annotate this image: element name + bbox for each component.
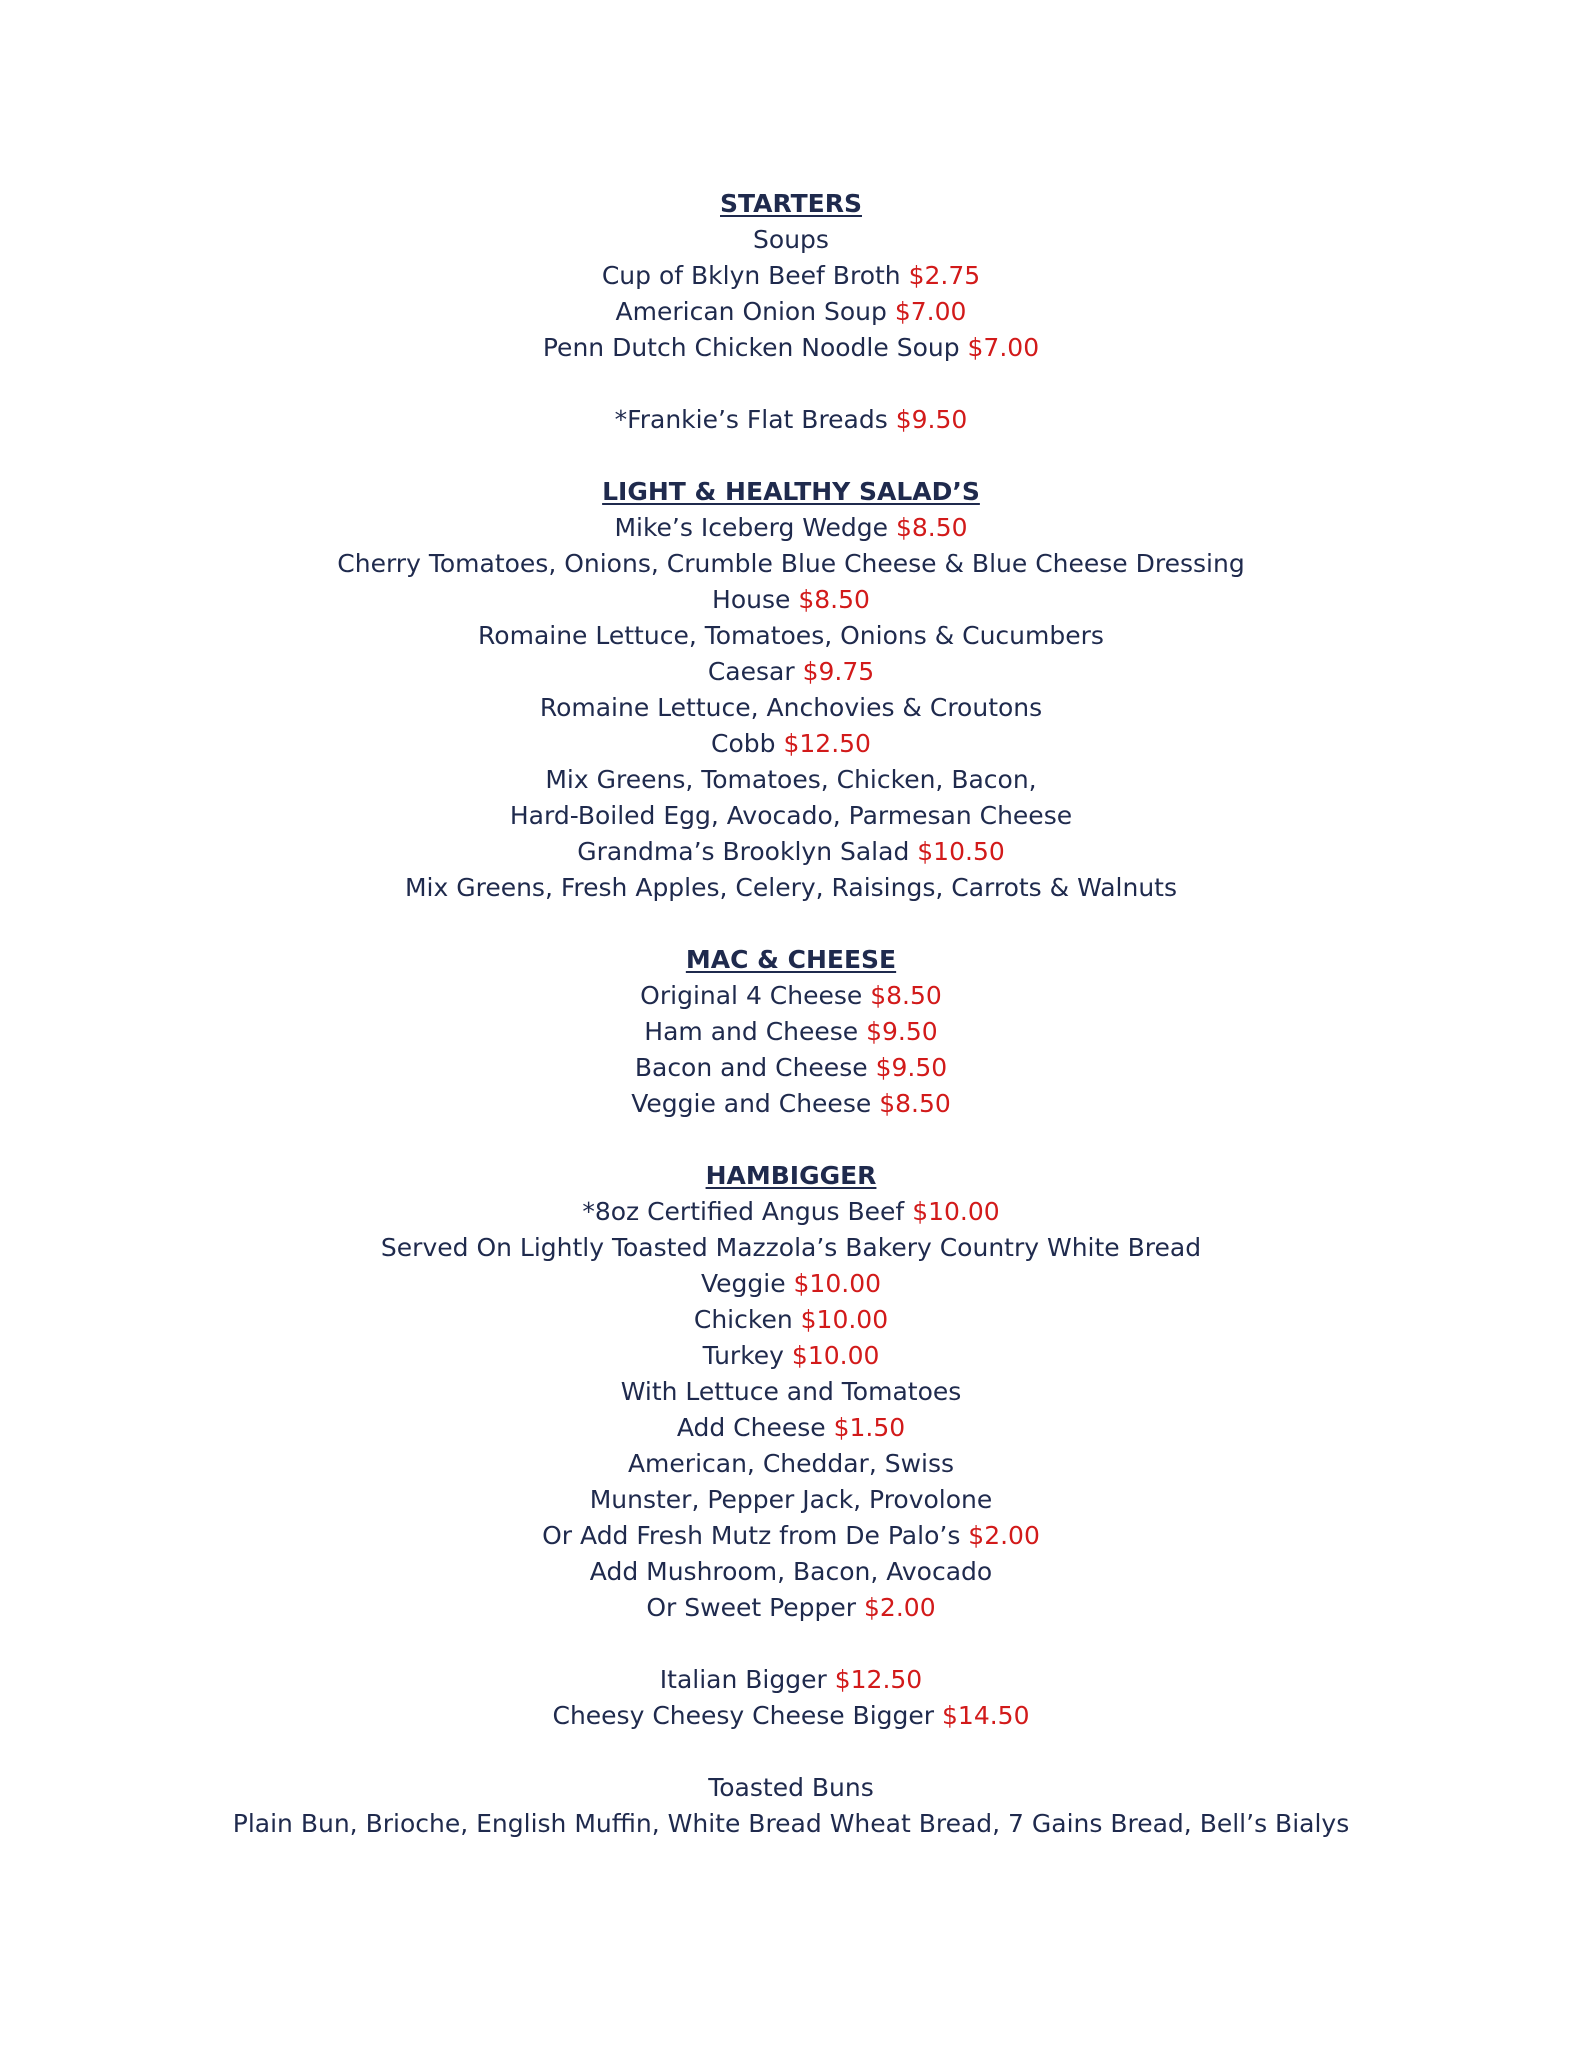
item-name: *8oz Certified Angus Beef bbox=[582, 1197, 905, 1226]
item-description: Served On Lightly Toasted Mazzola’s Bakery Country White Bread bbox=[380, 1233, 1202, 1262]
item-description: American, Cheddar, Swiss bbox=[627, 1449, 955, 1478]
item-description: With Lettuce and Tomatoes bbox=[620, 1377, 962, 1406]
item-description: Add Mushroom, Bacon, Avocado bbox=[589, 1557, 993, 1586]
item-name: Cobb bbox=[711, 729, 776, 758]
menu-item-bacon-and-cheese bbox=[0, 1050, 1582, 1086]
item-price: $2.75 bbox=[908, 261, 981, 290]
item-price: $12.50 bbox=[783, 729, 871, 758]
item-description: Romaine Lettuce, Anchovies & Croutons bbox=[539, 693, 1043, 722]
item-description: Cherry Tomatoes, Onions, Crumble Blue Cheese & Blue Cheese Dressing bbox=[337, 549, 1245, 578]
menu-item-chicken-noodle-soup bbox=[0, 330, 1582, 366]
menu-item-sweet-pepper bbox=[0, 1590, 1582, 1626]
item-name: American Onion Soup bbox=[615, 297, 887, 326]
item-price: $7.00 bbox=[894, 297, 967, 326]
item-price: $8.50 bbox=[870, 981, 942, 1010]
menu-item-beef-broth bbox=[0, 258, 1582, 294]
item-price: $10.00 bbox=[912, 1197, 1000, 1226]
item-name: Or Sweet Pepper bbox=[646, 1593, 857, 1622]
starters-heading: STARTERS bbox=[720, 189, 862, 218]
menu-item-cheesy-bigger bbox=[0, 1698, 1582, 1734]
item-description: Munster, Pepper Jack, Provolone bbox=[589, 1485, 993, 1514]
spacer bbox=[0, 906, 1582, 942]
item-name: Original 4 Cheese bbox=[640, 981, 863, 1010]
menu-item-caesar bbox=[0, 654, 1582, 690]
menu-item-ham-and-cheese bbox=[0, 1014, 1582, 1050]
item-name: Chicken bbox=[693, 1305, 793, 1334]
item-price: $8.50 bbox=[879, 1089, 951, 1118]
item-name: Or Add Fresh Mutz from De Palo’s bbox=[542, 1521, 961, 1550]
item-name: Cup of Bklyn Beef Broth bbox=[601, 261, 901, 290]
spacer bbox=[0, 1626, 1582, 1662]
item-price: $8.50 bbox=[798, 585, 870, 614]
salads-heading: LIGHT & HEALTHY SALAD’S bbox=[602, 477, 980, 506]
menu-item-flat-breads bbox=[0, 402, 1582, 438]
item-name: Grandma’s Brooklyn Salad bbox=[577, 837, 910, 866]
item-price: $10.00 bbox=[793, 1269, 882, 1298]
item-name: Veggie and Cheese bbox=[631, 1089, 872, 1118]
item-name: Veggie bbox=[700, 1269, 786, 1298]
menu-item-chicken-burger bbox=[0, 1302, 1582, 1338]
menu-item-italian-bigger bbox=[0, 1662, 1582, 1698]
menu-item-add-cheese bbox=[0, 1410, 1582, 1446]
item-price: $9.50 bbox=[866, 1017, 938, 1046]
menu-item-angus-beef bbox=[0, 1194, 1582, 1230]
item-price: $14.50 bbox=[942, 1701, 1030, 1730]
item-description: Hard-Boiled Egg, Avocado, Parmesan Cheese bbox=[509, 801, 1073, 830]
menu-item-brooklyn-salad bbox=[0, 834, 1582, 870]
menu-item-turkey-burger bbox=[0, 1338, 1582, 1374]
item-name: Bacon and Cheese bbox=[634, 1053, 868, 1082]
item-name: Italian Bigger bbox=[659, 1665, 827, 1694]
menu-item-original-4-cheese bbox=[0, 978, 1582, 1014]
soups-label: Soups bbox=[753, 225, 829, 254]
item-name: Penn Dutch Chicken Noodle Soup bbox=[542, 333, 960, 362]
item-name: Mike’s Iceberg Wedge bbox=[614, 513, 889, 542]
item-name: Caesar bbox=[707, 657, 795, 686]
menu-item-onion-soup bbox=[0, 294, 1582, 330]
menu-item-veggie-burger bbox=[0, 1266, 1582, 1302]
item-price: $9.50 bbox=[875, 1053, 948, 1082]
item-name: Ham and Cheese bbox=[644, 1017, 859, 1046]
spacer bbox=[0, 438, 1582, 474]
spacer bbox=[0, 366, 1582, 402]
item-price: $2.00 bbox=[864, 1593, 936, 1622]
item-price: $1.50 bbox=[833, 1413, 906, 1442]
item-name: Turkey bbox=[702, 1341, 784, 1370]
item-name: Cheesy Cheesy Cheese Bigger bbox=[552, 1701, 935, 1730]
spacer bbox=[0, 1734, 1582, 1770]
item-price: $10.50 bbox=[917, 837, 1005, 866]
mac-heading: MAC & CHEESE bbox=[685, 945, 897, 974]
menu-item-add-mutz bbox=[0, 1518, 1582, 1554]
buns-list: Plain Bun, Brioche, English Muffin, White Bread Wheat Bread, 7 Gains Bread, Bell’s Bialys bbox=[232, 1809, 1350, 1838]
spacer bbox=[0, 1122, 1582, 1158]
item-description: Mix Greens, Fresh Apples, Celery, Raisings, Carrots & Walnuts bbox=[404, 873, 1178, 902]
menu-item-iceberg-wedge bbox=[0, 510, 1582, 546]
toasted-buns-label: Toasted Buns bbox=[708, 1773, 874, 1802]
menu-item-house-salad bbox=[0, 582, 1582, 618]
item-price: $12.50 bbox=[834, 1665, 923, 1694]
item-price: $2.00 bbox=[968, 1521, 1040, 1550]
item-price: $7.00 bbox=[967, 333, 1040, 362]
item-description: Mix Greens, Tomatoes, Chicken, Bacon, bbox=[545, 765, 1037, 794]
item-name: Add Cheese bbox=[676, 1413, 826, 1442]
item-name: *Frankie’s Flat Breads bbox=[614, 405, 888, 434]
item-price: $10.00 bbox=[791, 1341, 880, 1370]
item-price: $9.75 bbox=[802, 657, 875, 686]
menu-item-veggie-and-cheese bbox=[0, 1086, 1582, 1122]
item-name: House bbox=[712, 585, 791, 614]
hambigger-heading: HAMBIGGER bbox=[705, 1161, 877, 1190]
item-price: $9.50 bbox=[895, 405, 968, 434]
menu-page bbox=[0, 186, 1582, 1842]
item-description: Romaine Lettuce, Tomatoes, Onions & Cucumbers bbox=[478, 621, 1104, 650]
item-price: $10.00 bbox=[800, 1305, 889, 1334]
menu-item-cobb bbox=[0, 726, 1582, 762]
item-price: $8.50 bbox=[895, 513, 968, 542]
